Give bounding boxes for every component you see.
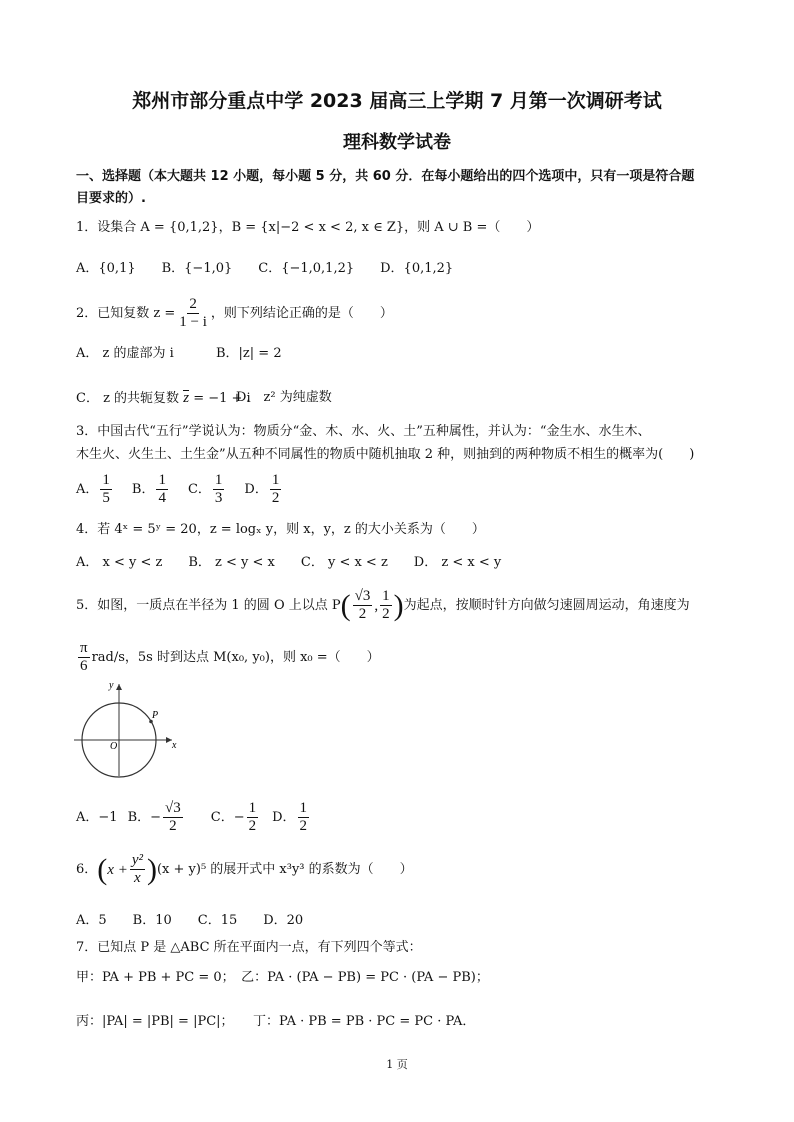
- question-2-option-c-conj: z: [183, 390, 190, 406]
- left-paren: (: [97, 852, 108, 886]
- question-5-omega: [78, 640, 90, 675]
- question-5-p-x-den: 2: [358, 606, 367, 622]
- question-2-suffix: ，则下列结论正确的是（ ）: [210, 305, 393, 321]
- question-3-option-a: [100, 472, 112, 507]
- question-3-option-c-den: 3: [214, 490, 223, 506]
- question-6-x-term: x +: [107, 861, 128, 878]
- question-2-option-c-pre: C． z 的共轭复数: [76, 391, 180, 406]
- question-6-number: 6．: [76, 861, 98, 877]
- question-5-line1-pre: 5．如图，一质点在半径为 1 的圆 O 上以点 P: [76, 597, 341, 613]
- question-5-line2-text: rad/s，5s 时到达点 M(x₀, y₀)，则 x₀ =（ ）: [91, 649, 380, 665]
- x-axis-label: x: [172, 740, 177, 751]
- question-3-line1: 3．中国古代“五行”学说认为：物质分“金、木、水、火、土”五种属性，并认为：“金生水、水生木、: [76, 424, 651, 439]
- question-2-option-c-post: = −1 + i: [193, 391, 251, 406]
- question-5-option-b-den: 2: [169, 818, 177, 834]
- unit-circle-figure: [72, 678, 182, 778]
- question-2-option-a: A． z 的虚部为 i: [76, 346, 174, 361]
- origin-label: O: [110, 741, 118, 752]
- question-5-omega-den: 6: [80, 658, 88, 674]
- question-4-options: A． x < y < z B． z < y < x C． y < x < z D． z < x < y: [76, 555, 502, 570]
- question-3-option-a-num: 1: [102, 472, 110, 488]
- question-2-option-d: D． z² 为纯虚数: [236, 390, 332, 405]
- point-p-label: P: [152, 710, 159, 721]
- question-5-option-d-num: 1: [299, 800, 308, 816]
- question-3-option-c-num: 1: [214, 472, 223, 488]
- question-5-option-b-num: √3: [165, 800, 181, 816]
- question-3-option-b: [156, 472, 168, 507]
- question-3-option-d: [270, 472, 282, 507]
- exam-title: 郑州市部分重点中学 2023 届高三上学期 7 月第一次调研考试: [132, 90, 662, 112]
- y-axis-label: y: [109, 680, 114, 691]
- question-5-option-b: [163, 800, 183, 835]
- question-5-option-d-den: 2: [299, 818, 308, 834]
- question-5-option-b-label: B．−: [127, 809, 162, 825]
- question-6-frac-num: y²: [131, 852, 143, 868]
- question-7-jia: 甲：PA + PB + PC = 0； 乙：PA · (PA − PB) = PC · (PA − PB)；: [76, 970, 489, 985]
- question-3-option-d-label: D．: [244, 481, 268, 497]
- question-3-option-c: [213, 472, 225, 507]
- question-3-option-d-den: 2: [271, 490, 280, 506]
- question-3-option-b-label: B．: [131, 481, 155, 497]
- question-6-rest: (x + y)⁵ 的展开式中 x³y³ 的系数为（ ）: [156, 861, 413, 877]
- question-3-line2: 木生火、火生土、土生金”从五种不同属性的物质中随机抽取 2 种，则抽到的两种物质不相生的概率为( ): [76, 447, 695, 462]
- question-2-prefix: 2．已知复数 z =: [76, 305, 176, 321]
- comma: ,: [374, 597, 379, 614]
- question-5-option-c-label: C．−: [210, 809, 245, 825]
- question-5-option-c: [247, 800, 259, 835]
- question-5-p-y-den: 2: [382, 606, 390, 622]
- question-3-option-b-den: 4: [158, 490, 166, 506]
- question-2-option-c: [76, 390, 251, 407]
- question-5-option-a: A．−1: [76, 809, 118, 825]
- right-paren: ): [393, 588, 404, 622]
- question-2-stem: [76, 296, 393, 331]
- question-5-omega-num: π: [80, 640, 88, 656]
- question-3-option-d-num: 1: [271, 472, 280, 488]
- question-4-stem: 4．若 4ˣ = 5ʸ = 20，z = logₓ y，则 x，y，z 的大小关系为（ ）: [76, 522, 485, 537]
- question-3-option-a-den: 5: [102, 490, 110, 506]
- question-3-option-a-label: A．: [76, 481, 99, 497]
- exam-subtitle: 理科数学试卷: [343, 132, 451, 153]
- right-paren: ): [146, 852, 157, 886]
- question-2-option-b: B．|z| = 2: [216, 346, 282, 361]
- question-3-option-b-num: 1: [158, 472, 166, 488]
- question-6-stem: [76, 852, 413, 887]
- question-1-options: A．{0,1} B．{−1,0} C．{−1,0,1,2} D．{0,1,2}: [76, 261, 454, 276]
- question-6-options: A．5 B．10 C．15 D．20: [76, 913, 304, 928]
- question-2-frac-den: 1 − i: [179, 314, 207, 330]
- question-5-line2: [76, 640, 380, 675]
- question-5-line1: [76, 588, 690, 623]
- question-6-frac-den: x: [134, 870, 141, 886]
- question-5-line1-post: 为起点，按顺时针方向做匀速圆周运动，角速度为: [403, 597, 690, 613]
- question-5-p-x: [353, 588, 373, 623]
- question-3-option-c-label: C．: [187, 481, 211, 497]
- question-6-fraction: [130, 852, 145, 887]
- question-3-options: [76, 472, 283, 507]
- question-7-stem: 7．已知点 P 是 △ABC 所在平面内一点，有下列四个等式：: [76, 940, 422, 955]
- question-5-options: [76, 800, 311, 835]
- question-5-p-y: [380, 588, 392, 623]
- left-paren: (: [340, 588, 351, 622]
- question-5-p-x-num: √3: [354, 588, 371, 604]
- question-5-option-c-num: 1: [248, 800, 257, 816]
- question-1-stem: 1．设集合 A = {0,1,2}，B = {x|−2 < x < 2, x ∈ Z}，则 A ∪ B =（ ）: [76, 220, 540, 235]
- question-2-fraction: [177, 296, 209, 331]
- question-2-frac-num: 2: [189, 296, 197, 312]
- section-instructions-line2: 目要求的）.: [76, 191, 146, 206]
- question-7-bing: 丙：|PA| = |PB| = |PC|； 丁：PA · PB = PB · PC = PC · PA．: [76, 1014, 476, 1029]
- question-5-option-d-label: D．: [272, 809, 296, 825]
- section-instructions-line1: 一、选择题（本大题共 12 小题，每小题 5 分，共 60 分．在每小题给出的四个选项中，只有一项是符合题: [76, 169, 695, 184]
- question-5-option-c-den: 2: [248, 818, 257, 834]
- question-5-p-y-num: 1: [382, 588, 390, 604]
- y-axis-arrow: [116, 684, 122, 690]
- page-number: 1 页: [386, 1058, 408, 1071]
- question-5-option-d: [298, 800, 310, 835]
